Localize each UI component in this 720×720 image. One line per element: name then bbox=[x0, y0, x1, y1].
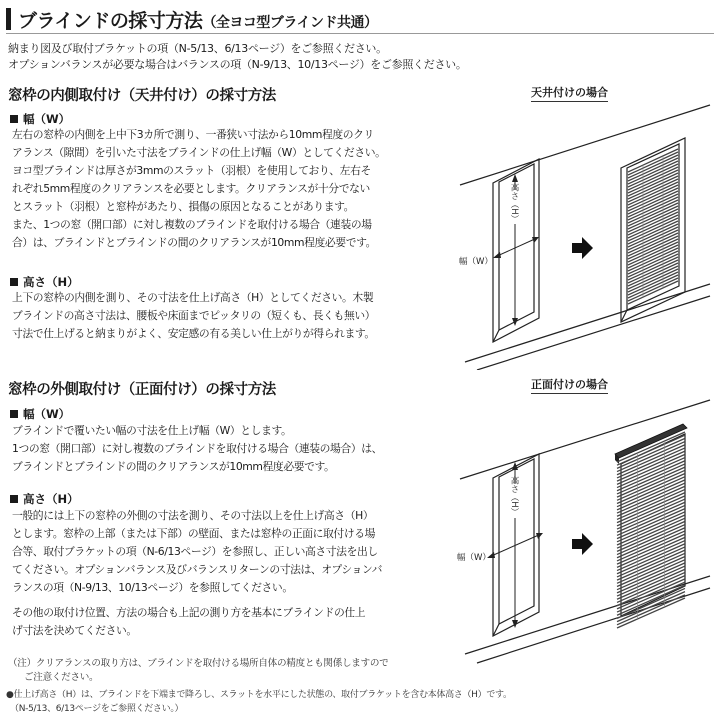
outside-blind-slats bbox=[617, 432, 685, 628]
blind-slat bbox=[617, 496, 685, 526]
blind-slat bbox=[617, 553, 685, 583]
blind-slat bbox=[628, 206, 678, 229]
intro-line-2: オプションバランスが必要な場合はバランスの項（N-9/13、10/13ページ）をご参照ください。 bbox=[8, 58, 467, 71]
blind-slat bbox=[628, 218, 678, 241]
blind-slat bbox=[628, 275, 678, 298]
blind-slat bbox=[628, 269, 678, 292]
inside-height-heading: 高さ（H） bbox=[10, 274, 79, 290]
blind-slat bbox=[617, 592, 685, 622]
inside-blind-slats bbox=[628, 149, 678, 304]
blind-slat bbox=[617, 534, 685, 564]
blind-slat bbox=[628, 197, 678, 220]
inside-width-heading: 幅（W） bbox=[10, 111, 70, 127]
blind-slat bbox=[628, 215, 678, 238]
blind-slat bbox=[617, 588, 685, 618]
blind-slat bbox=[628, 155, 678, 178]
blind-slat bbox=[628, 242, 678, 265]
intro-line-1: 納まり図及び取付ブラケットの項（N-5/13、6/13ページ）をご参照ください。 bbox=[8, 42, 387, 55]
blind-slat bbox=[617, 470, 685, 500]
blind-slat bbox=[628, 194, 678, 217]
blind-slat bbox=[617, 563, 685, 593]
title-divider bbox=[6, 33, 714, 34]
blind-slat bbox=[628, 227, 678, 250]
blind-slat bbox=[617, 499, 685, 529]
blind-slat bbox=[628, 230, 678, 253]
inside-section-title: 窓枠の内側取付け（天井付け）の採寸方法 bbox=[8, 88, 276, 104]
blind-slat bbox=[628, 209, 678, 232]
outside-figure-label: 正面付けの場合 bbox=[531, 376, 608, 394]
floor-line-1 bbox=[465, 284, 710, 362]
note-clearance-line-2: ご注意ください。 bbox=[24, 672, 99, 683]
blind-slat bbox=[617, 547, 685, 577]
title-bar-accent bbox=[6, 8, 11, 30]
width-dimension-line bbox=[495, 238, 537, 257]
blind-slat bbox=[628, 266, 678, 289]
blind-slat bbox=[628, 173, 678, 196]
blind-slat bbox=[628, 167, 678, 190]
blind-slat bbox=[617, 458, 685, 488]
blind-slat bbox=[617, 464, 685, 494]
blind-slat bbox=[617, 480, 685, 510]
blind-slat bbox=[617, 489, 685, 519]
blind-slat bbox=[617, 521, 685, 551]
floor-line-2 bbox=[477, 296, 710, 370]
blind-slat bbox=[617, 502, 685, 532]
blind-slat bbox=[617, 557, 685, 587]
inside-arrow-icon bbox=[572, 237, 593, 259]
blind-slat bbox=[628, 188, 678, 211]
blind-slat bbox=[628, 221, 678, 244]
blind-slat bbox=[617, 505, 685, 535]
blind-slat bbox=[628, 236, 678, 259]
blind-slat bbox=[628, 203, 678, 226]
blind-slat bbox=[617, 531, 685, 561]
blind-slat bbox=[628, 179, 678, 202]
blind-slat bbox=[628, 272, 678, 295]
blind-slat bbox=[617, 442, 685, 472]
blind-slat bbox=[617, 451, 685, 481]
blind-slat bbox=[617, 550, 685, 580]
blind-slat bbox=[617, 595, 685, 625]
inside-width-text: 左右の窓枠の内側を上中下3カ所で測り、一番狭い寸法から10mm程度のクリ アランス（隙間）を引いた寸法をブラインドの仕上げ幅（W）としてください。 ヨコ型ブラインドは厚さが3mmのスラット（羽根）を使用しており、左右そ れぞれ5mm程度のクリアランスを必要とします。クリアランスが十分でない とスラット（羽根）と窓枠があたり、損傷の原因となることがあります。 また、1つの窓（開口部）に対し複数のブラインドを取付ける場合（連装の場 合）は、ブラインドとブラインドの間のクリアランスが10mm程度必要です。 bbox=[12, 128, 386, 249]
blind-slat bbox=[617, 493, 685, 523]
inside-figure-label: 天井付けの場合 bbox=[531, 84, 608, 102]
blind-slat bbox=[628, 239, 678, 262]
outside-mount-illustration bbox=[455, 392, 717, 664]
page-title: ブラインドの採寸方法（全ヨコ型ブラインド共通） bbox=[18, 10, 378, 32]
blind-slat bbox=[617, 528, 685, 558]
blind-slat bbox=[617, 512, 685, 542]
blind-slat bbox=[628, 164, 678, 187]
outside-height-text: 一般的には上下の窓枠の外側の寸法を測り、その寸法以上を仕上げ高さ（H） とします。窓枠の上部（または下部）の壁面、または窓枠の正面に取付ける場 合等、取付ブラケットの項（N-6/13ページ）を参照し、正しい高さ寸法を出し てください。オプションバランス及びバランスリターンの寸法は、オプションバ ランスの項（N-9/13、10/13ページ）を参照してください。 bbox=[12, 509, 382, 594]
blind-slat bbox=[628, 224, 678, 247]
blind-slat bbox=[628, 248, 678, 271]
blind-slat bbox=[617, 566, 685, 596]
blind-slat bbox=[617, 467, 685, 497]
blind-slat bbox=[628, 170, 678, 193]
blind-slat bbox=[617, 515, 685, 545]
blind-slat bbox=[617, 486, 685, 516]
blind-slat bbox=[617, 537, 685, 567]
inside-height-text: 上下の窓枠の内側を測り、その寸法を仕上げ高さ（H）としてください。木製 ブラインドの高さ寸法は、腰板や床面までピッタリの（短くも、長くも無い） 寸法で仕上げると納まりがよく、安定感の有る美しい仕上がりが得られます。 bbox=[12, 291, 376, 340]
blind-slat bbox=[617, 477, 685, 507]
blind-slat bbox=[628, 245, 678, 268]
blind-slat bbox=[617, 518, 685, 548]
blind-slat bbox=[617, 509, 685, 539]
blind-slat bbox=[628, 212, 678, 235]
note-height-line-2: （N-5/13、6/13ページをご参照ください。） bbox=[10, 704, 184, 714]
blind-slat bbox=[628, 185, 678, 208]
blind-slat bbox=[617, 474, 685, 504]
blind-slat bbox=[617, 432, 685, 462]
page-subtitle: （全ヨコ型ブラインド共通） bbox=[202, 15, 378, 31]
outside-width-text: ブラインドで覆いたい幅の寸法を仕上げ幅（W）とします。 1つの窓（開口部）に対し複数のブラインドを取付ける場合（連装の場合）は、 ブラインドとブラインドの間のクリアランスが10mm程度必要です。 bbox=[12, 424, 383, 473]
outside-width-label: 幅（W） bbox=[457, 553, 491, 563]
outside-closing-text: その他の取付け位置、方法の場合も上記の測り方を基本にブラインドの仕上 げ寸法を決めてください。 bbox=[12, 606, 366, 637]
blind-slat bbox=[628, 257, 678, 280]
blind-slat bbox=[617, 585, 685, 615]
blind-slat bbox=[617, 454, 685, 484]
blind-slat bbox=[617, 541, 685, 571]
blind-slat bbox=[628, 176, 678, 199]
blind-slat bbox=[628, 263, 678, 286]
blind-slat bbox=[628, 182, 678, 205]
note-clearance-line-1: （注）クリアランスの取り方は、ブラインドを取付ける場所自体の精度とも関係しますので bbox=[8, 658, 389, 669]
outside-section-title: 窓枠の外側取付け（正面付け）の採寸方法 bbox=[8, 382, 276, 398]
outside-width-heading: 幅（W） bbox=[10, 406, 70, 422]
outside-height-heading: 高さ（H） bbox=[10, 491, 79, 507]
outside-arrow-icon bbox=[572, 533, 593, 555]
blind-slat bbox=[617, 579, 685, 609]
blind-slat bbox=[617, 461, 685, 491]
blind-slat bbox=[628, 281, 678, 304]
outside-height-label: 高さ（H） bbox=[509, 475, 519, 517]
blind-slat bbox=[628, 260, 678, 283]
blind-slat bbox=[628, 254, 678, 277]
inside-height-label: 高さ（H） bbox=[509, 182, 519, 224]
blind-slat bbox=[628, 200, 678, 223]
blind-slat bbox=[628, 251, 678, 274]
blind-slat bbox=[617, 483, 685, 513]
blind-slat bbox=[628, 191, 678, 214]
blind-slat bbox=[617, 560, 685, 590]
note-height-line-1: ●仕上げ高さ（H）は、ブラインドを下端まで降ろし、スラットを水平にした状態の、取付ブラケットを含む本体高さ（H）です。 bbox=[6, 690, 512, 700]
blind-slat bbox=[617, 544, 685, 574]
inside-width-label: 幅（W） bbox=[459, 257, 493, 267]
blind-slat bbox=[617, 525, 685, 555]
blind-slat bbox=[628, 233, 678, 256]
inside-mount-illustration bbox=[455, 100, 717, 370]
